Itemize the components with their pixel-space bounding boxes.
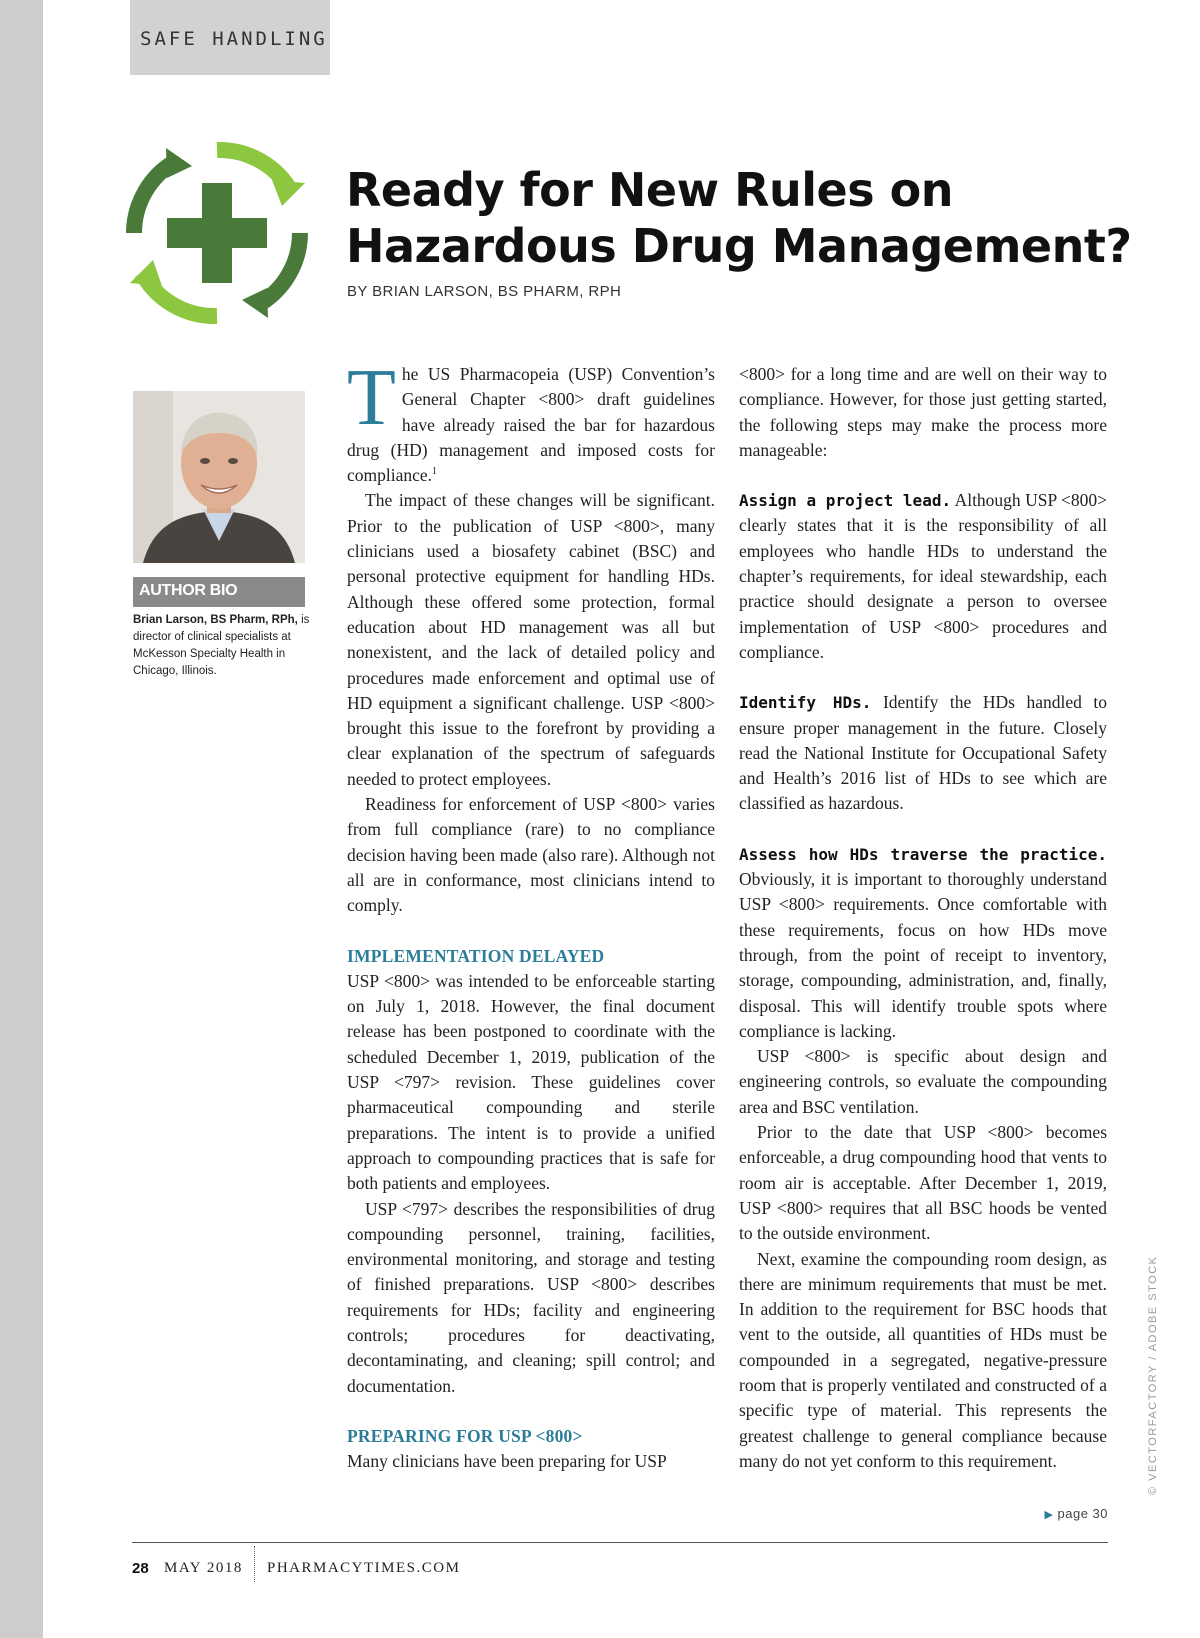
step-identify-hds: Identify HDs. Identify the HDs handled to ensure proper management in the future. Closely read the National Institute for Occupational Safety and Health’s 2016 list of HDs to see which are classified as hazardous. [739, 692, 1108, 814]
author-photo [133, 391, 305, 563]
subheading-implementation: IMPLEMENTATION DELAYED [347, 945, 605, 966]
body-paragraph: USP <797> describes the responsibilities of drug compounding personnel, training, facilities, environmental monitoring, and storage and testing of finished preparations. USP <800> describes requirements for HDs; facility and engineering controls; procedures for deactivating, decontaminating, and cleaning; spill control; and documentation. [347, 1198, 715, 1396]
body-paragraph: The impact of these changes will be significant. Prior to the publication of USP <800>, many clinicians used a biosafety cabinet (BSC) and personal protective equipment for handling HDs. Although these offered some protection, formal education about HD management was all but nonexistent, and the lack of detailed policy and procedures made enforcement and optimal use of HD equipment a significant challenge. USP <800> brought this issue to the forefront by providing a clear explanation of the spectrum of safeguards needed to protect employees. [347, 490, 715, 789]
step-assess-traverse: Assess how HDs traverse the practice. Obviously, it is important to thoroughly understand USP <800> requirements. Once comfortable with these requirements, focus on how HDs move through, from the point of receipt to inventory, storage, compounding, administration, and, finally, disposal. This will identify trouble spots where compliance is lacking. [739, 844, 1107, 1041]
section-label: SAFE HANDLING [140, 28, 328, 50]
body-column-1 [347, 354, 715, 1474]
intro-paragraph: The US Pharmacopeia (USP) Convention’s General Chapter <800> draft guidelines have already raised the bar for hazardous drug (HD) management and imposed costs for compliance.$^1$ [347, 354, 715, 486]
continued-link[interactable]: ▶ page 30 [1044, 1506, 1108, 1521]
body-column-2 [739, 362, 1107, 1474]
body-paragraph: Next, examine the compounding room design, as there are minimum requirements that must be met. In addition to the requirement for BSC hoods that vent to the outside, all quantities of HDs must be compounded in a segregated, negative-pressure room that is properly ventilated and constructed of a specific type of material. This represents the greatest challenge to general compliance because many do not yet conform to this requirement. [739, 1248, 1107, 1471]
body-paragraph: USP <800> is specific about design and engineering controls, so evaluate the compounding area and BSC ventilation. [739, 1046, 1107, 1117]
step-assign-lead: Assign a project lead. Although USP <800> clearly states that it is the responsibility of all employees who handle HDs to understand the chapter’s requirements, for ideal stewardship, each practice should designate a person to oversee implementation of USP <800> procedures and compliance. [739, 490, 1107, 662]
byline: BY BRIAN LARSON, BS PHARM, RPH [347, 283, 622, 300]
photo-credit: © VECTORFACTORY / ADOBE STOCK [1147, 1255, 1159, 1495]
footnote-ref: 1 [432, 466, 438, 478]
issue-date: MAY 2018 [164, 1560, 243, 1576]
author-name: Brian Larson, BS Pharm, RPh, [133, 614, 298, 626]
subheading-preparing: PREPARING FOR USP <800> [347, 1425, 583, 1446]
footer-separator [254, 1546, 255, 1582]
body-paragraph: Many clinicians have been preparing for USP [347, 1451, 667, 1472]
page-number: 28 [132, 1560, 149, 1577]
author-bio-text: Brian Larson, BS Pharm, RPh, is director of clinical specialists at McKesson Specialty Health in Chicago, Illinois. [133, 614, 310, 677]
body-paragraph: Prior to the date that USP <800> becomes enforceable, a drug compounding hood that vents to room air is acceptable. After December 1, 2019, USP <800> requires that all BSC hoods be vented to the outside environment. [739, 1122, 1107, 1244]
footer-rule [132, 1542, 1108, 1543]
drop-cap: T [347, 354, 396, 442]
triangle-right-icon: ▶ [1044, 1509, 1054, 1521]
site-name[interactable]: PHARMACYTIMES.COM [267, 1560, 461, 1576]
article-title: Ready for New Rules on Hazardous Drug Management? [346, 163, 1132, 273]
body-paragraph: USP <800> was intended to be enforceable starting on July 1, 2018. However, the final document release has been postponed to coordinate with the scheduled December 1, 2019, publication of the USP <797> revision. These guidelines cover pharmaceutical compounding and sterile preparations. The intent is to provide a unified approach to compounding practices that is safe for both patients and employees. [347, 970, 715, 1194]
author-bio-label: AUTHOR BIO [133, 577, 305, 607]
body-paragraph: Readiness for enforcement of USP <800> varies from full compliance (rare) to no compliance decision having been made (also rare). Although not all are in conformance, most clinicians intend to comply. [347, 794, 715, 916]
medical-cross-cycle-icon [122, 138, 312, 328]
left-margin-bar [0, 0, 43, 1638]
body-paragraph: <800> for a long time and are well on their way to compliance. However, for those just getting started, the following steps may make the process more manageable: [739, 364, 1107, 460]
